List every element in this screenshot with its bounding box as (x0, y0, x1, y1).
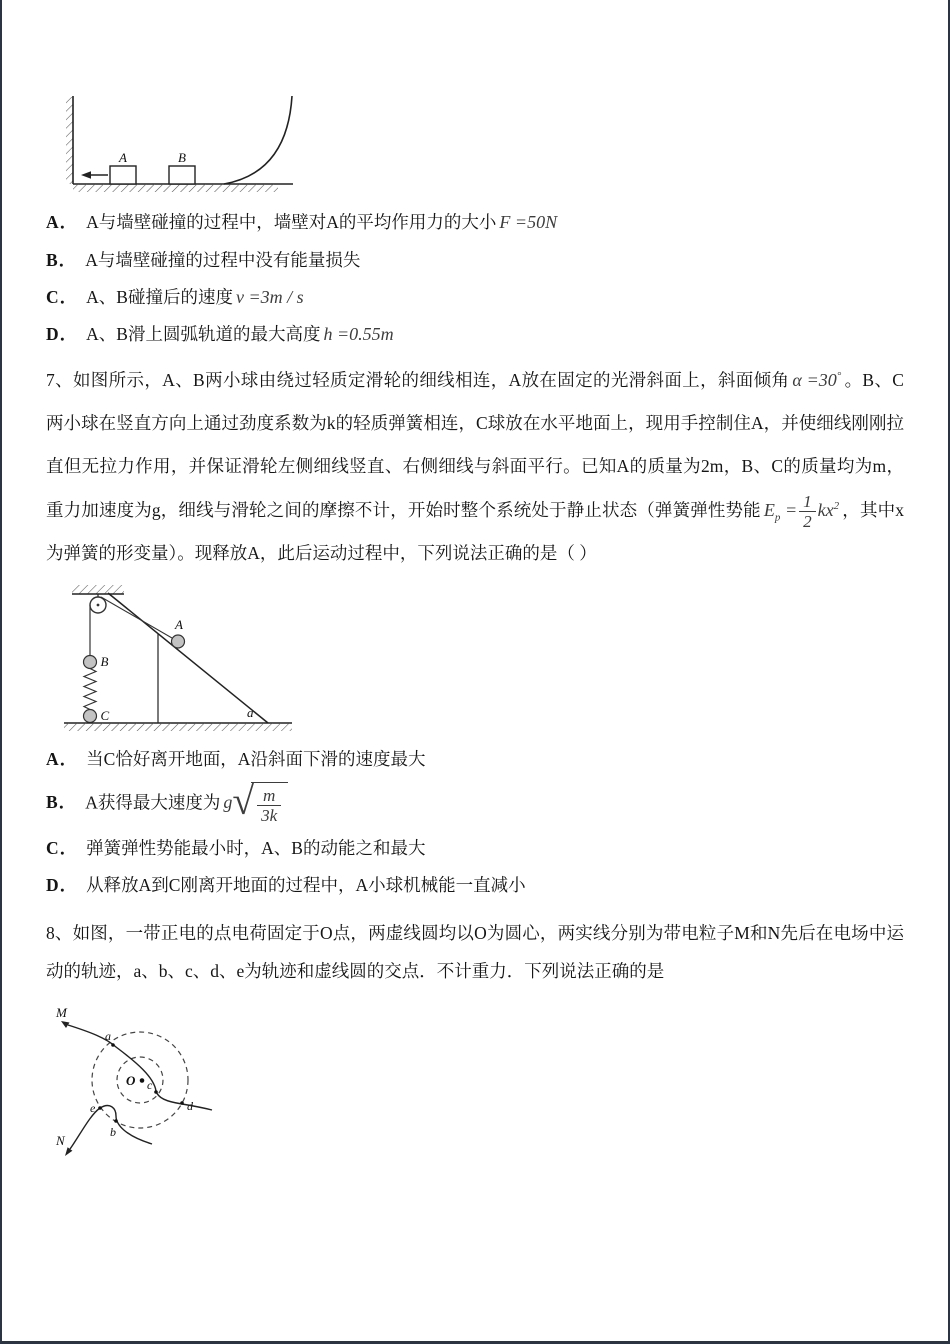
q6-option-c (46, 283, 904, 313)
formula-var: g (223, 791, 233, 812)
figure-wall-collision (66, 94, 296, 194)
block-b-label: B (178, 150, 186, 165)
radical-sign: √ (232, 778, 255, 823)
q6-option-d (46, 320, 904, 350)
formula-var: α (792, 369, 802, 390)
trajectory-n-arrow (65, 1147, 72, 1156)
option-text: A、B碰撞后的速度 (86, 286, 233, 307)
fraction-denominator: 3k (261, 806, 278, 826)
option-text: 弹簧弹性势能最小时，A、B的动能之和最大 (86, 837, 426, 858)
ground (64, 723, 292, 731)
q8-stem-text: 8、如图，一带正电的点电荷固定于O点，两虚线圆均以O为圆心，两实线分别为带电粒子M和N先后在电场中运动的轨迹，a、b、c、d、e为轨迹和虚线圆的交点．不计重力．下列说法正确的是 (46, 922, 904, 982)
formula-eq: = (780, 499, 798, 520)
option-label: C． (46, 837, 79, 858)
velocity-arrow (81, 171, 108, 179)
string-right (101, 597, 172, 638)
intersection-d (180, 1099, 194, 1113)
block-b (169, 150, 195, 184)
ep-formula (763, 491, 840, 532)
max-speed-formula (223, 778, 288, 826)
point-e-label: e (90, 1100, 96, 1115)
spring (84, 668, 96, 709)
option-text: A、B滑上圆弧轨道的最大高度 (86, 324, 321, 345)
ball-a-label: A (175, 616, 183, 632)
option-label: A． (46, 212, 79, 232)
option-text: 从释放A到C刚离开地面的过程中，A小球机械能一直减小 (86, 874, 526, 895)
option-text: 当C恰好离开地面，A沿斜面下滑的速度最大 (86, 748, 426, 769)
formula-body: =30 (801, 369, 837, 390)
trajectory-m-arrow (61, 1021, 70, 1028)
wall (66, 96, 73, 184)
particle-n-label: N (56, 1132, 65, 1148)
option-formula: h =0.55m (323, 324, 394, 345)
point-charge-o (126, 1073, 144, 1088)
formula-sup: ° (836, 369, 842, 382)
q7-stem (46, 358, 904, 575)
point-o-label: O (126, 1072, 136, 1088)
fraction (257, 786, 281, 826)
formula-sub: p (774, 511, 781, 524)
fraction-denominator: 2 (803, 512, 812, 532)
ball-b-label: B (100, 653, 109, 669)
q7-option-a (46, 745, 904, 774)
intersection-b (110, 1119, 118, 1139)
q7-option-c (46, 834, 904, 863)
option-label: D． (46, 874, 79, 895)
q7-option-b (46, 778, 904, 826)
q6-options (46, 208, 904, 350)
block-a-label: A (119, 150, 127, 165)
point-a-label: a (105, 1028, 111, 1043)
option-text: A与墙壁碰撞的过程中，墙壁对A的平均作用力的大小 (86, 212, 497, 232)
trajectory-m (68, 1025, 212, 1110)
option-text: A与墙壁碰撞的过程中没有能量损失 (85, 249, 361, 270)
block-a (110, 150, 136, 184)
particle-m-label: M (56, 1004, 67, 1020)
q8-stem (46, 914, 904, 991)
q6-option-a (46, 208, 904, 238)
point-c-label: c (147, 1077, 153, 1092)
intersection-e (90, 1101, 102, 1115)
q7-stem-run1: 7、如图所示，A、B两小球由绕过轻质定滑轮的细线相连，A放在固定的光滑斜面上，斜面倾角 (46, 369, 790, 390)
figure-charge-trajectories (54, 1005, 229, 1167)
q7-stem-run3: ，其中x为弹簧的形变量）。现释放A，此后运动过程中，下列说法正确的是（ ） (46, 499, 904, 563)
fraction (799, 492, 816, 532)
intersection-a (105, 1029, 115, 1047)
ball-c-label: C (100, 707, 110, 723)
option-formula: v =3m / s (235, 286, 304, 307)
q6-option-b (46, 246, 904, 275)
option-label: B． (46, 791, 78, 812)
option-label: D． (46, 324, 79, 345)
pulley (90, 594, 106, 613)
incline-surface (108, 593, 268, 723)
formula-sup: 2 (833, 499, 840, 512)
ball-b (84, 654, 109, 669)
q7-stem-run2: 。B、C两小球在竖直方向上通过劲度系数为k的轻质弹簧相连，C球放在水平地面上，现用手控制住A，并使细线刚刚拉直但无拉力作用，并保证滑轮左侧细线竖直、右侧细线与斜面平行。已知A的质量为2m，B、C的质量均为m，重力加速度为g，细线与滑轮之间的摩擦不计，开始时整个系统处于静止状态（弹簧弹性势能 (46, 369, 904, 520)
ball-a (172, 617, 185, 648)
curved-track (224, 96, 292, 184)
point-d-label: d (187, 1098, 193, 1113)
option-formula: F =50N (499, 212, 558, 232)
point-b-label: b (110, 1124, 116, 1139)
figure-pulley-incline (62, 585, 294, 737)
option-text: A获得最大速度为 (85, 791, 221, 812)
option-label: C． (46, 286, 79, 307)
square-root (232, 778, 288, 826)
ceiling (72, 585, 124, 594)
q7-options (46, 745, 904, 900)
ball-c (84, 708, 110, 723)
ground (73, 184, 293, 192)
option-label: B． (46, 249, 78, 270)
fraction-numerator: 1 (799, 492, 816, 513)
formula-var: kx (817, 499, 834, 520)
fraction-numerator: m (257, 786, 281, 807)
formula-var: E (763, 499, 775, 520)
incline-angle-label: a (247, 704, 254, 720)
alpha-formula (792, 370, 841, 390)
option-label: A． (46, 748, 79, 769)
q7-option-d (46, 871, 904, 900)
